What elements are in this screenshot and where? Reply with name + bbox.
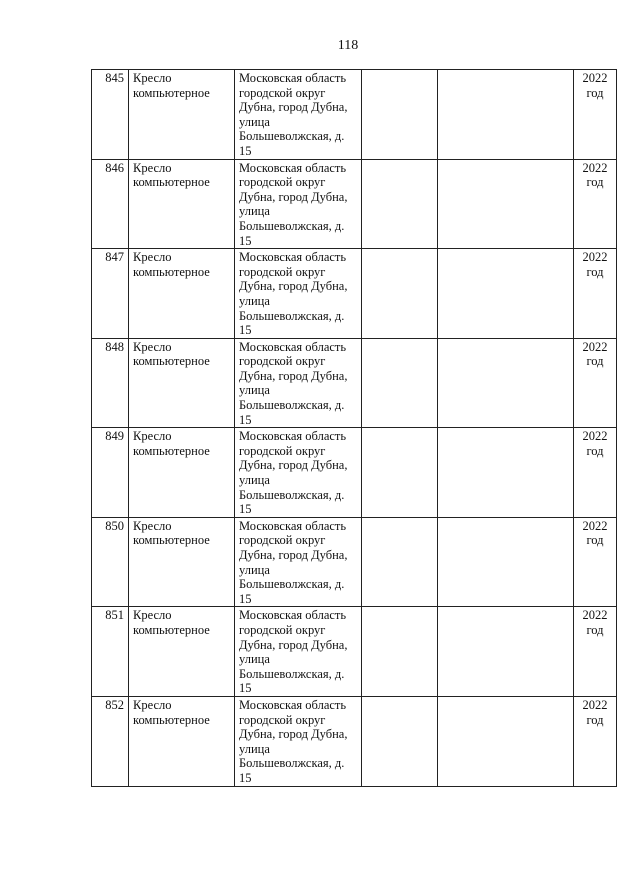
- item-year: 2022 год: [574, 517, 617, 607]
- row-number: 849: [92, 428, 129, 518]
- row-number: 850: [92, 517, 129, 607]
- empty-cell: [438, 607, 574, 697]
- row-number: 847: [92, 249, 129, 339]
- table-row: [92, 607, 617, 697]
- item-address: Московская область городской округ Дубна, город Дубна, улица Большеволжская, д. 15: [235, 159, 362, 249]
- row-number: 846: [92, 159, 129, 249]
- empty-cell: [362, 607, 438, 697]
- inventory-table: [91, 69, 617, 787]
- table-row: [92, 517, 617, 607]
- row-number: 848: [92, 338, 129, 428]
- empty-cell: [438, 70, 574, 160]
- item-name: Кресло компьютерное: [129, 696, 235, 786]
- item-address: Московская область городской округ Дубна, город Дубна, улица Большеволжская, д. 15: [235, 249, 362, 339]
- item-name: Кресло компьютерное: [129, 338, 235, 428]
- empty-cell: [362, 428, 438, 518]
- item-year: 2022 год: [574, 428, 617, 518]
- item-year: 2022 год: [574, 607, 617, 697]
- row-number: 852: [92, 696, 129, 786]
- empty-cell: [362, 159, 438, 249]
- item-address: Московская область городской округ Дубна, город Дубна, улица Большеволжская, д. 15: [235, 607, 362, 697]
- table-row: [92, 338, 617, 428]
- item-name: Кресло компьютерное: [129, 428, 235, 518]
- item-address: Московская область городской округ Дубна, город Дубна, улица Большеволжская, д. 15: [235, 517, 362, 607]
- table-row: [92, 249, 617, 339]
- table-row: [92, 70, 617, 160]
- table-row: [92, 159, 617, 249]
- empty-cell: [438, 696, 574, 786]
- empty-cell: [362, 249, 438, 339]
- empty-cell: [438, 159, 574, 249]
- item-year: 2022 год: [574, 696, 617, 786]
- item-year: 2022 год: [574, 338, 617, 428]
- row-number: 851: [92, 607, 129, 697]
- item-address: Московская область городской округ Дубна, город Дубна, улица Большеволжская, д. 15: [235, 338, 362, 428]
- empty-cell: [362, 338, 438, 428]
- item-name: Кресло компьютерное: [129, 607, 235, 697]
- item-year: 2022 год: [574, 249, 617, 339]
- row-number: 845: [92, 70, 129, 160]
- item-year: 2022 год: [574, 159, 617, 249]
- item-name: Кресло компьютерное: [129, 517, 235, 607]
- item-name: Кресло компьютерное: [129, 159, 235, 249]
- item-name: Кресло компьютерное: [129, 249, 235, 339]
- item-address: Московская область городской округ Дубна, город Дубна, улица Большеволжская, д. 15: [235, 428, 362, 518]
- item-address: Московская область городской округ Дубна, город Дубна, улица Большеволжская, д. 15: [235, 70, 362, 160]
- item-year: 2022 год: [574, 70, 617, 160]
- table-row: [92, 696, 617, 786]
- empty-cell: [438, 428, 574, 518]
- empty-cell: [362, 517, 438, 607]
- empty-cell: [362, 70, 438, 160]
- item-name: Кресло компьютерное: [129, 70, 235, 160]
- table-row: [92, 428, 617, 518]
- page-number: 118: [337, 38, 359, 53]
- empty-cell: [362, 696, 438, 786]
- empty-cell: [438, 517, 574, 607]
- item-address: Московская область городской округ Дубна, город Дубна, улица Большеволжская, д. 15: [235, 696, 362, 786]
- empty-cell: [438, 338, 574, 428]
- empty-cell: [438, 249, 574, 339]
